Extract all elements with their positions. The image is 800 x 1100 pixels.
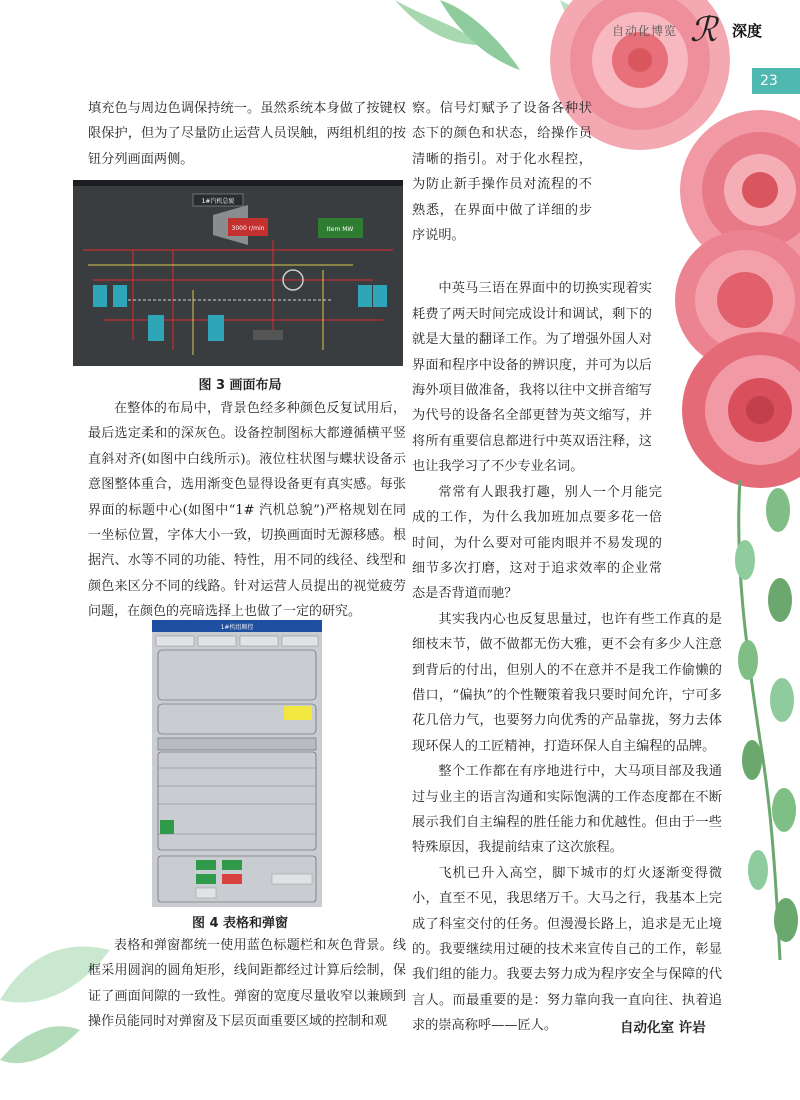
- figure-4-caption: 图 4 表格和弹窗: [191, 916, 289, 931]
- paragraph: 表格和弹窗都统一使用蓝色标题栏和灰色背景。线框采用圆润的圆角矩形，线间距都经过计算后绘制，保证了画面间隙的一致性。弹窗的宽度尽量收窄以兼顾到操作员能同时对弹窗及下层页面重要区域的控制和观: [88, 938, 406, 1030]
- figure-3-screen-layout: [73, 180, 403, 366]
- left-column-mid: [88, 396, 406, 625]
- magazine-logo: ℛ: [690, 10, 718, 50]
- author-signature: 自动化室 许岩: [620, 1020, 706, 1036]
- page-number: 23: [752, 68, 800, 94]
- paragraph: 在整体的布局中，背景色经多种颜色反复试用后，最后选定柔和的深灰色。设备控制图标大都遵循横平竖直斜对齐(如图中白线所示)。液位柱状图与蝶状设备示意图整体重合，选用渐变色显得设备更有真实感。每张界面的标题中心(如图中“1# 汽机总貌”)严格规划在同一坐标位置，字体大小一致，切换画面时无源移感。根据汽、水等不同的功能、特性，用不同的线径、线型和颜色来区分不同的线路。针对运营人员提出的视觉疲劳问题，在颜色的亮暗选择上也做了一定的研究。: [88, 401, 406, 620]
- magazine-brand: 自动化博览: [612, 24, 678, 38]
- paragraph: 中英马三语在界面中的切换实现着实耗费了两天时间完成设计和调试，剩下的就是大量的翻译工作。为了增强外国人对界面和程序中设备的辨识度，并可为以后海外项目做准备，我将以往中文拼音缩写为代号的设备名全部更替为英文缩写，并将所有重要信息都进行中英双语注释，这也让我学习了不少专业名词。: [412, 281, 652, 475]
- paragraph: 常常有人跟我打趣，别人一个月能完成的工作，为什么我加班加点要多花一倍时间，为什么要对可能肉眼并不易发现的细节多次打磨，这对于追求效率的企业常态是否背道而驰？: [412, 484, 662, 602]
- left-column-bottom: [88, 933, 406, 1035]
- figure-4-tables-popup: [152, 620, 322, 907]
- paragraph: 飞机已升入高空，脚下城市的灯火逐渐变得微小，直至不见，我思绪万千。大马之行，我基本上完成了科室交付的任务。但漫漫长路上，追求是无止境的。我要继续用过硬的技术来宣传自己的工作，彰显我们组的能力。我要去努力成为程序安全与保障的代言人。而最重要的是：努力靠向我一直向往、执着追求的崇高称呼——匠人。: [412, 865, 722, 1034]
- figure-3-caption: 图 3 画面布局: [198, 378, 282, 393]
- figure-3-item: Item MW: [326, 226, 354, 233]
- right-column: [412, 96, 722, 1039]
- paragraph: 察。信号灯赋予了设备各种状态下的颜色和状态，给操作员清晰的指引。对于化水程控，为防止新手操作员对流程的不熟悉，在界面中做了详细的步序说明。: [412, 101, 592, 244]
- paragraph: 填充色与周边色调保持统一。虽然系统本身做了按键权限保护，但为了尽量防止运营人员误触，两组机组的按钮分列画面两侧。: [88, 101, 406, 167]
- section-title: 深度: [732, 22, 763, 40]
- figure-3-title: 1#汽机总貌: [201, 198, 235, 205]
- figure-4-title: 1#机组顺控: [220, 624, 254, 631]
- left-column: [88, 96, 406, 172]
- paragraph: 其实我内心也反复思量过，也许有些工作真的是细枝末节，做不做都无伤大雅，更不会有多少人注意到背后的付出，但别人的不在意并不是我工作偷懒的借口，“偏执”的个性鞭策着我只要时间允许，宁可多花几倍力气，也要努力向优秀的产品靠拢，努力去体现环保人的工匠精神，打造环保人自主编程的品牌。: [412, 611, 722, 754]
- figure-3-rpm: 3000 r/min: [231, 225, 265, 232]
- paragraph: 整个工作都在有序地进行中，大马项目部及我通过与业主的语言沟通和实际饱满的工作态度都在不断展示我们自主编程的胜任能力和优越性。但由于一些特殊原因，我提前结束了这次旅程。: [412, 764, 722, 856]
